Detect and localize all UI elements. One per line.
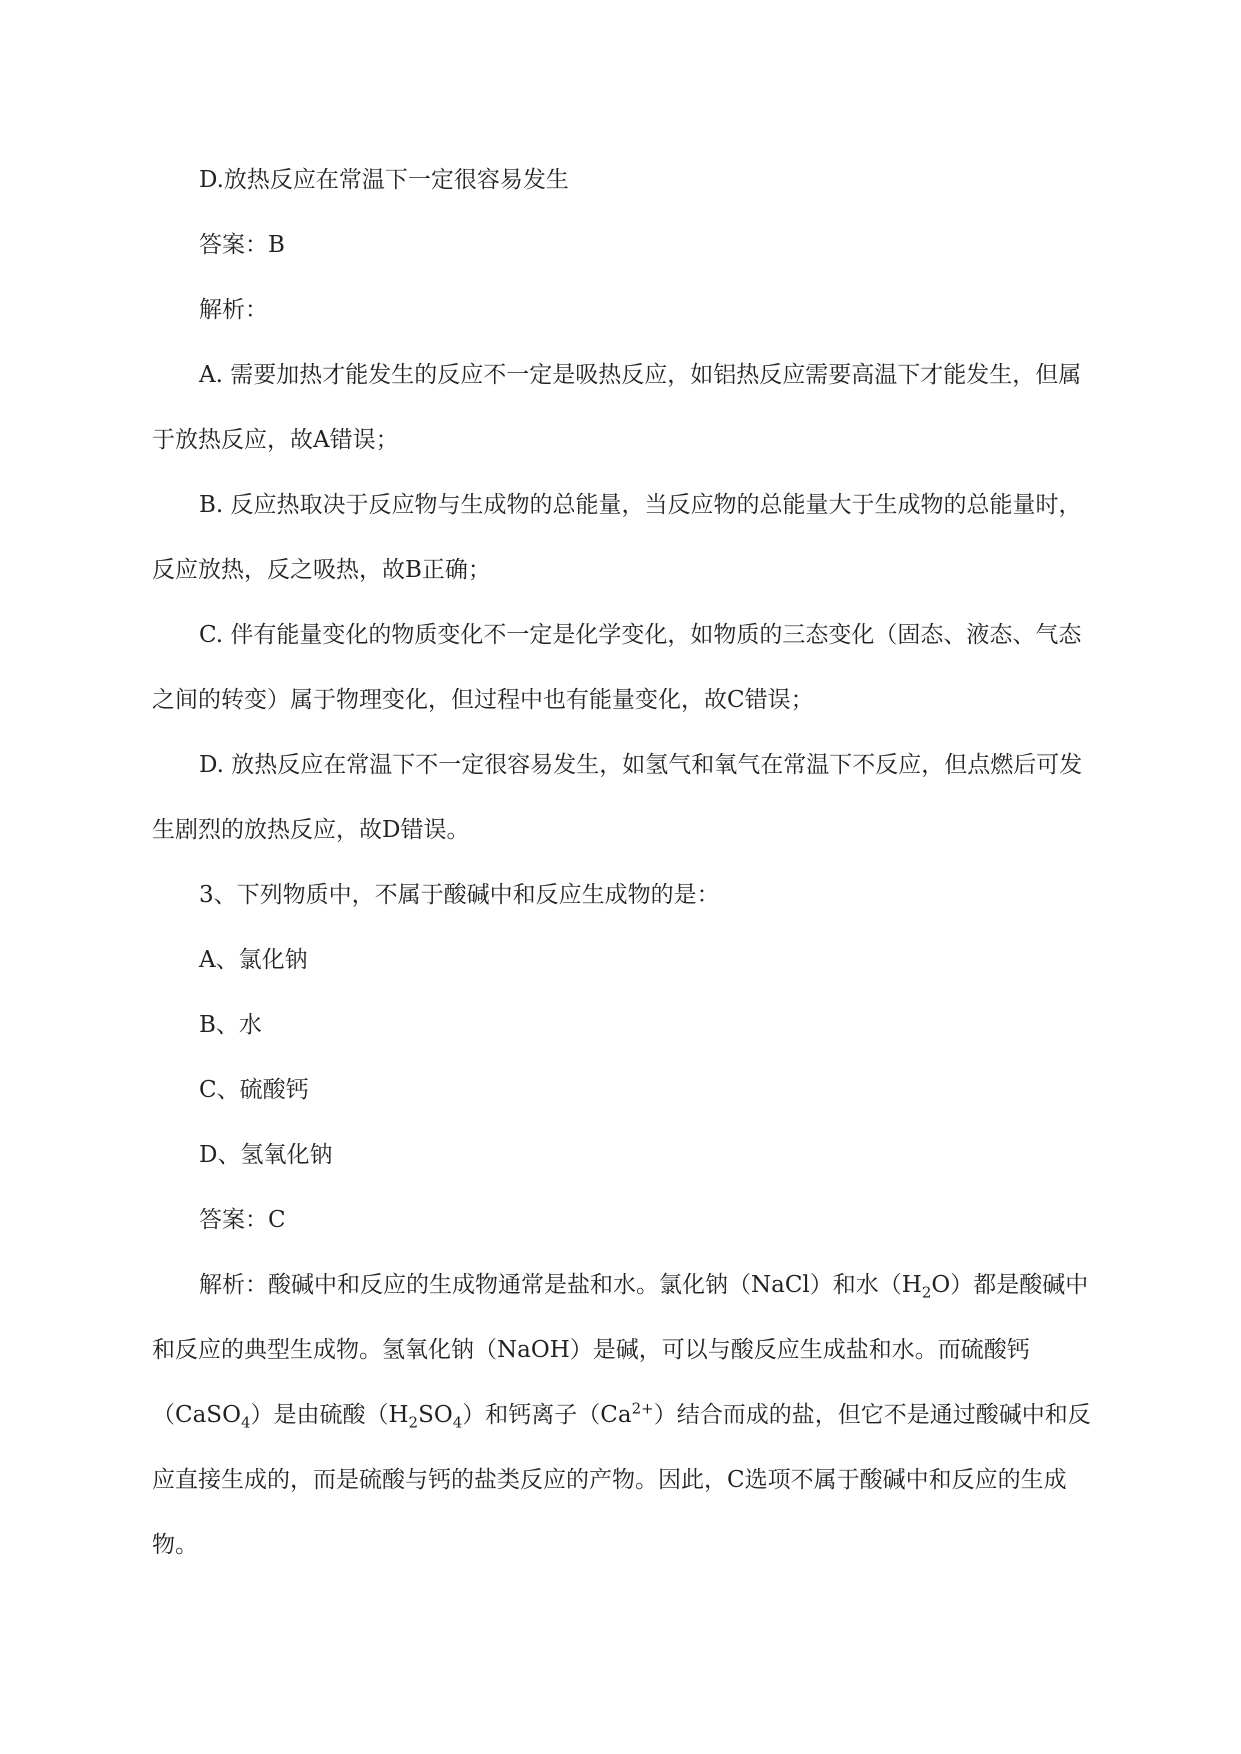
q3-option-b: B、水: [199, 1012, 262, 1038]
subscript-4: 4: [452, 1413, 463, 1432]
subscript-2: 2: [408, 1413, 419, 1432]
q3-analysis-text-1: 解析：酸碱中和反应的生成物通常是盐和水。氯化钠（NaCl）和水（H: [199, 1272, 922, 1298]
q2-answer: 答案：B: [199, 232, 285, 258]
q3-answer: 答案：C: [199, 1207, 286, 1233]
q3-analysis: [152, 1253, 1092, 1578]
q3-analysis-text-3: ）是由硫酸（H: [250, 1402, 409, 1428]
q2-option-d: D.放热反应在常温下一定很容易发生: [199, 167, 569, 193]
q2-analysis-b: B. 反应热取决于反应物与生成物的总能量，当反应物的总能量大于生成物的总能量时，反应放热，反之吸热，故B正确；: [152, 492, 1082, 583]
q3-option-a: A、氯化钠: [199, 947, 308, 973]
q2-analysis-label: 解析：: [199, 297, 268, 323]
q3-option-c: C、硫酸钙: [199, 1077, 309, 1103]
q2-analysis-a: A. 需要加热才能发生的反应不一定是吸热反应，如铝热反应需要高温下才能发生，但属于放热反应，故A错误；: [152, 362, 1082, 453]
subscript-4: 4: [240, 1413, 251, 1432]
q3-analysis-text-2: O）都是酸碱中和反应的典型生成物。氢氧化钠（NaOH）是碱，可以与酸反应生成盐和水。而硫酸钙（CaSO: [152, 1272, 1089, 1428]
q3-analysis-text-5: ）和钙离子（Ca: [462, 1402, 632, 1428]
q3-analysis-text-6: ）结合而成的盐，但它不是通过酸碱中和反应直接生成的，而是硫酸与钙的盐类反应的产物。因此，C选项不属于酸碱中和反应的生成物。: [152, 1402, 1091, 1558]
superscript-charge: 2+: [631, 1399, 654, 1418]
q2-analysis-d: D. 放热反应在常温下不一定很容易发生，如氢气和氧气在常温下不反应，但点燃后可发生剧烈的放热反应，故D错误。: [152, 752, 1083, 843]
document-body: [152, 148, 1092, 1578]
subscript-2: 2: [921, 1283, 932, 1302]
q3-option-d: D、氢氧化钠: [199, 1142, 333, 1168]
q3-stem: 3、下列物质中，不属于酸碱中和反应生成物的是：: [199, 882, 720, 908]
q3-analysis-text-4: SO: [418, 1402, 453, 1428]
q2-analysis-c: C. 伴有能量变化的物质变化不一定是化学变化，如物质的三态变化（固态、液态、气态之间的转变）属于物理变化，但过程中也有能量变化，故C错误；: [152, 622, 1082, 713]
